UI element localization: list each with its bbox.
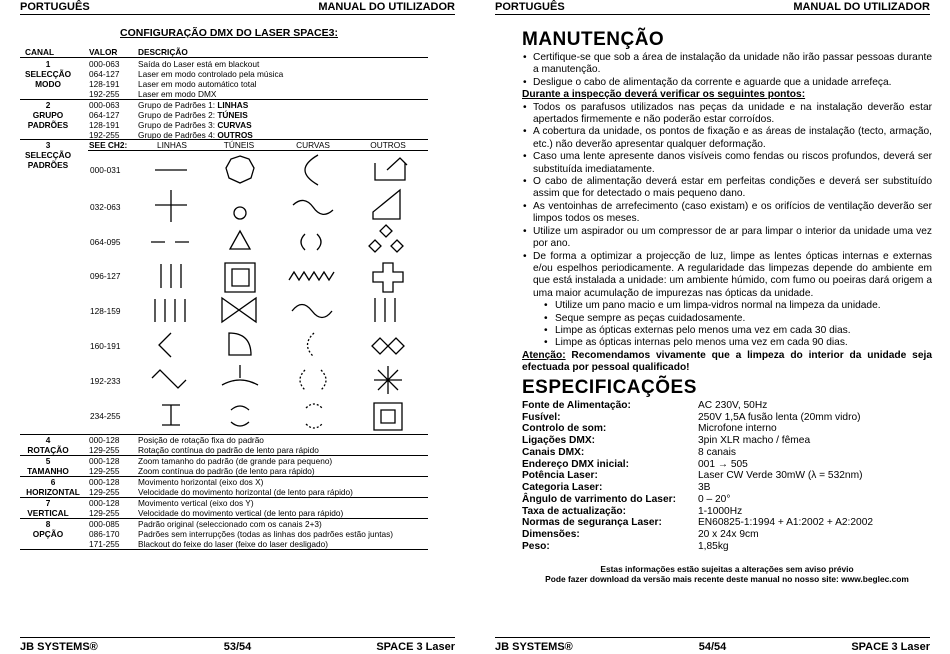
pattern-outros-1 [373,190,400,219]
ch5-name: TAMANHO [27,466,69,476]
spec-label: Ligações DMX: [522,435,596,446]
ch8-val-2: 171-255 [89,539,120,549]
spec-label: Potência Laser: [522,470,598,481]
spec-label: Canais DMX: [522,447,585,458]
ch1-desc-2: Laser em modo automático total [138,79,257,89]
col-valor: VALOR [89,47,118,57]
spec-label: Normas de segurança Laser: [522,517,662,528]
header-manual: MANUAL DO UTILIZADOR [318,1,455,13]
range-6: 192-233 [90,376,121,386]
pattern-linhas-5 [159,333,171,357]
ch1-desc-0: Saída do Laser está em blackout [138,59,260,69]
notice-line: Estas informações estão sujeitas a alterações sem aviso prévio [600,564,854,574]
ch6-name: HORIZONTAL [26,487,80,497]
pattern-linhas-7 [162,405,180,425]
footer-brand: JB SYSTEMS® [20,641,98,653]
ch3-name: SELECÇÃO [24,150,72,160]
ch4-val-0: 000-128 [89,435,120,445]
pattern-linhas-4 [155,299,185,322]
pattern-tuneis-6 [222,365,258,385]
spec-value: 3B [698,482,711,493]
ch8-val-1: 086-170 [89,529,120,539]
spec-label: Ângulo de varrimento do Laser: [522,494,676,505]
ch3-see-ch2: SEE CH2: [89,140,128,150]
ch4-name: ROTAÇÃO [27,445,69,455]
spec-label: Endereço DMX inicial: [522,459,629,470]
sub-list-item: • Limpe as ópticas internas pelo menos uma vez em cada 90 dias. [522,337,932,349]
spec-label: Fusível: [522,412,561,423]
pattern-curvas-0 [305,155,318,185]
pattern-curvas-4 [292,305,332,318]
pattern-curvas-1 [293,200,333,214]
spec-label: Controlo de som: [522,423,607,434]
ch3-name2: PADRÕES [27,160,69,170]
footer-page: 54/54 [698,641,727,653]
sub-list-item: • Limpe as ópticas externas pelo menos uma vez em cada 30 dias. [522,325,932,337]
spec-value: 1-1000Hz [698,506,743,517]
spec-label: Taxa de actualização: [522,506,626,517]
pattern-outros-0 [375,158,407,180]
dmx-config-title: CONFIGURAÇÃO DMX DO LASER SPACE3: [120,27,338,39]
ch2-desc-3: Grupo de Padrões 4: OUTROS [138,130,253,140]
ch2-val-2: 128-191 [89,120,120,130]
ch2-desc-2: Grupo de Padrões 3: CURVAS [138,120,252,130]
range-3: 096-127 [90,271,121,281]
pattern-outros-7 [374,403,402,430]
pattern-outros-5 [372,338,404,354]
spec-label: Dimensões: [522,529,580,540]
range-2: 064-095 [90,237,121,247]
ch4-number: 4 [45,435,51,445]
range-1: 032-063 [90,202,121,212]
list-item: • O cabo de alimentação deverá estar em perfeitas condições e deverá ser substituído assim que for detectado o mais pequeno dano. [522,176,932,201]
spec-value: 001 → 505 [698,459,748,470]
range-0: 000-031 [90,165,121,175]
spec-value: Laser CW Verde 30mW (λ = 532nm) [698,470,863,481]
ch5-number: 5 [45,456,51,466]
ch3-number: 3 [45,140,51,150]
ch8-desc-2: Blackout do feixe do laser (feixe do laser desligado) [138,539,329,549]
col-canal: CANAL [25,47,55,57]
ch8-val-0: 000-085 [89,519,120,529]
pattern-tuneis-1 [234,207,246,219]
spec-value: 1,85kg [698,541,729,552]
ch6-desc-0: Movimento horizontal (eixo dos X) [138,477,264,487]
pattern-linhas-1 [155,190,187,222]
pattern-curvas-3 [289,272,334,280]
range-5: 160-191 [90,341,121,351]
spec-value: 8 canais [698,447,736,458]
group-curvas: CURVAS [296,140,330,150]
ch1-val-2: 128-191 [89,79,120,89]
pattern-tuneis-4 [222,298,256,322]
footer-product: SPACE 3 Laser [376,641,455,653]
pattern-tuneis-7 [231,406,249,426]
specifications-title: ESPECIFICAÇÕES [522,377,697,398]
pattern-curvas-2 [301,234,321,250]
pattern-tuneis-3 [225,263,255,292]
ch7-number: 7 [45,498,51,508]
list-item: • Caso uma lente apresente danos visíveis como fendas ou riscos profundos, deverá ser substituída imediatamente. [522,151,932,176]
ch6-desc-1: Velocidade do movimento horizontal (de lento para rápido) [138,487,353,497]
sub-list-item: • Utilize um pano macio e um limpa-vidros normal na limpeza da unidade. [522,300,932,312]
ch8-desc-1: Padrões sem interrupções (todas as linhas dos padrões estão juntas) [138,529,394,539]
pattern-tuneis-5 [229,333,251,355]
attention-note: Atenção: Recomendamos vivamente que a limpeza do interior da unidade seja efectuada por pessoal qualificado! [522,349,932,374]
ch2-val-1: 064-127 [89,110,120,120]
ch1-val-1: 064-127 [89,69,120,79]
ch1-desc-3: Laser em modo DMX [138,89,217,99]
ch5-desc-1: Zoom contínua do padrão (de lento para rápido) [138,466,315,476]
pattern-curvas-5 [308,333,315,357]
pattern-tuneis-0 [226,156,254,183]
ch6-val-1: 129-255 [89,487,120,497]
footer-page: 53/54 [223,641,252,653]
spec-label: Categoria Laser: [522,482,603,493]
spec-value: 0 – 20° [698,494,731,505]
list-item: • A cobertura da unidade, os pontos de fixação e as áreas de instalação (tecto, armação, etc.) não deverão apresentar qualquer deformação. [522,126,932,151]
pattern-outros-4 [375,298,395,322]
ch7-val-1: 129-255 [89,508,120,518]
ch2-number: 2 [45,100,51,110]
col-descricao: DESCRIÇÃO [138,47,188,57]
list-item: • Desligue o cabo de alimentação da corrente e aguarde que a unidade arrefeça. [522,77,932,89]
page-footer [20,637,455,651]
ch2-val-0: 000-063 [89,100,120,110]
ch1-val-3: 192-255 [89,89,120,99]
download-line: Pode fazer download da versão mais recente deste manual no nosso site: www.beglec.com [545,574,909,584]
list-item: • As ventoinhas de arrefecimento (caso existam) e os orifícios de ventilação deverão ser limpos todos os meses. [522,201,932,226]
pattern-outros-3 [373,263,403,292]
ch2-desc-0: Grupo de Padrões 1: LINHAS [138,100,249,110]
ch5-val-0: 000-128 [89,456,120,466]
ch7-name: VERTICAL [27,508,69,518]
spec-value: 250V 1,5A fusão lenta (20mm vidro) [698,412,861,423]
list-item: • Certifique-se que sob a área de instalação da unidade não irão passar pessoas durante a manutenção. [522,52,932,77]
ch5-desc-0: Zoom tamanho do padrão (de grande para pequeno) [138,456,333,466]
ch6-number: 6 [50,477,56,487]
page-footer [495,637,930,651]
maintenance-title: MANUTENÇÃO [522,29,665,50]
range-7: 234-255 [90,411,121,421]
list-item: • Utilize um aspirador ou um compressor de ar para limpar o interior da unidade uma vez por ano. [522,226,932,251]
list-item: • Todos os parafusos utilizados nas peças da unidade e na instalação deverão estar apertados firmemente e não poderão estar corroídos. [522,102,932,127]
footer-brand: JB SYSTEMS® [495,641,573,653]
ch8-desc-0: Padrão original (seleccionado com os canais 2+3) [138,519,322,529]
page-header [495,1,930,15]
spec-value: Microfone interno [698,423,777,434]
pattern-curvas-7 [306,404,322,428]
spec-label: Fonte de Alimentação: [522,400,631,411]
ch5-val-1: 129-255 [89,466,120,476]
ch2-val-3: 192-255 [89,130,120,140]
pattern-tuneis-2 [230,231,250,249]
ch4-desc-1: Rotação contínua do padrão de lento para rápido [138,445,319,455]
pattern-outros-2 [369,225,403,252]
ch1-name: SELECÇÃO [24,69,72,79]
spec-value: AC 230V, 50Hz [698,400,768,411]
pattern-curvas-6 [300,370,326,390]
header-language: PORTUGUÊS [495,1,565,13]
inspection-heading: Durante a inspecção deverá verificar os seguintes pontos: [522,89,806,101]
ch7-val-0: 000-128 [89,498,120,508]
ch8-name: OPÇÃO [32,529,64,539]
sub-list-item: • Seque sempre as peças cuidadosamente. [522,313,932,325]
maintenance-body [522,52,932,375]
ch6-val-0: 000-128 [89,477,120,487]
ch1-val-0: 000-063 [89,59,120,69]
header-language: PORTUGUÊS [20,1,90,13]
spec-label: Peso: [522,541,550,552]
spec-value: 3pin XLR macho / fêmea [698,435,811,446]
spec-value: EN60825-1:1994 + A1:2002 + A2:2002 [698,517,874,528]
ch7-desc-0: Movimento vertical (eixo dos Y) [138,498,254,508]
ch4-desc-0: Posição de rotação fixa do padrão [138,435,264,445]
range-4: 128-159 [90,306,121,316]
group-outros: OUTROS [370,140,406,150]
spec-value: 20 x 24x 9cm [698,529,759,540]
ch1-name2: MODO [35,79,61,89]
ch8-number: 8 [45,519,51,529]
ch2-desc-1: Grupo de Padrões 2: TÚNEIS [138,110,248,120]
pattern-linhas-3 [161,264,181,288]
group-linhas: LINHAS [157,140,187,150]
divider [20,549,428,550]
pattern-linhas-6 [152,370,186,388]
ch1-desc-1: Laser em modo controlado pela música [138,69,284,79]
list-item: • De forma a optimizar a projecção de luz, limpe as lentes ópticas internas e externas e/ou espelhos periodicamente. A regularidade das limpezas depende do ambiente em que está instalada a unidade: um ambiente húmido, com fumo ou poeiras dará origem a uma maior acumulação de impurezas nas ópticas da unidade. [522,251,932,301]
pattern-outros-6 [374,366,402,394]
ch2-name: GRUPO [32,110,64,120]
ch7-desc-1: Velocidade do movimento vertical (de lento para rápido) [138,508,344,518]
ch1-number: 1 [45,59,51,69]
ch4-val-1: 129-255 [89,445,120,455]
header-manual: MANUAL DO UTILIZADOR [793,1,930,13]
group-tuneis: TÚNEIS [223,140,255,150]
footer-product: SPACE 3 Laser [851,641,930,653]
ch2-name2: PADRÕES [27,120,69,130]
